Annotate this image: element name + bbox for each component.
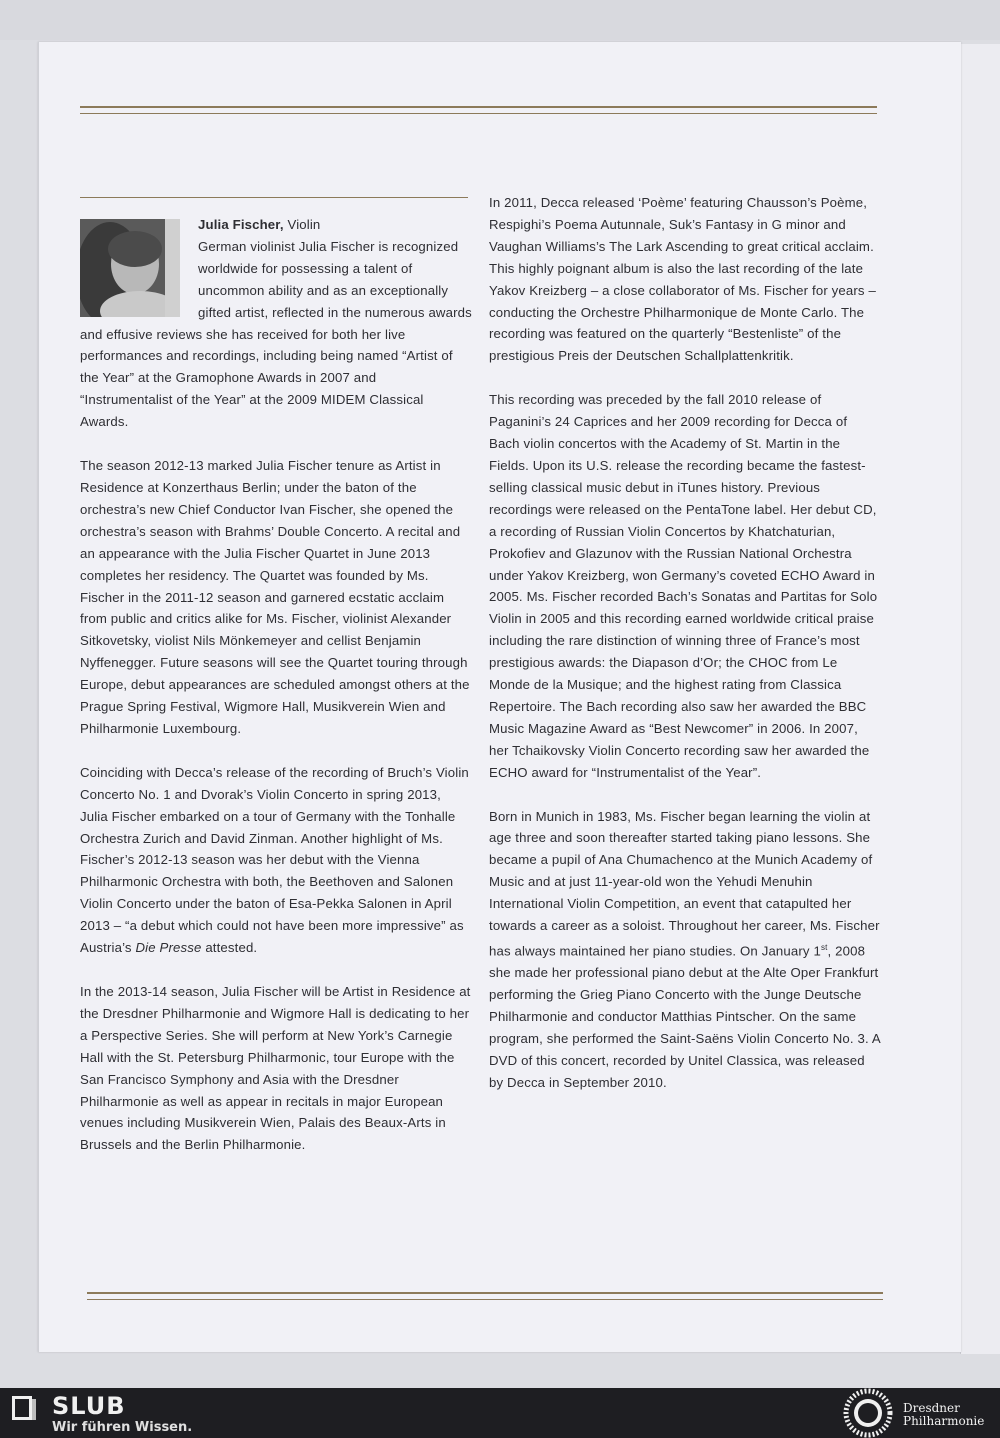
slub-book-icon [10, 1394, 40, 1422]
orchestra-name-line1: Dresdner [903, 1401, 960, 1415]
bio-paragraph-7-end: , 2008 she made her professional piano debut at the Alte Oper Frankfurt performing the Grieg Piano Concerto with the Junge Deutsche Philharmonie and conductor Matthias Pintscher. On the same program, she performed the Saint-Saëns Violin Concerto No. 3. A DVD of this concert, recorded by Unitel Classica, was released by Decca in September 2010. [489, 943, 881, 1090]
bio-paragraph-7 [489, 806, 881, 1094]
bio-paragraph-2: The season 2012-13 marked Julia Fischer tenure as Artist in Residence at Konzerthaus Berlin; under the baton of the orchestra’s new Chief Conductor Ivan Fischer, she opened the orchestra’s season with Brahms’ Double Concerto. A recital and an appearance with the Julia Fischer Quartet in June 2013 completes her residency. The Quartet was founded by Ms. Fischer in the 2011-12 season and garnered ecstatic acclaim from public and critics alike for Ms. Fischer, violinist Alexander Sitkovetsky, violist Nils Mönkemeyer and cellist Benjamin Nyffenegger. Future seasons will see the Quartet touring through Europe, debut appearances are scheduled amongst others at the Prague Spring Festival, Wigmore Hall, Musikverein Wien and Philharmonie Luxembourg. [80, 458, 470, 736]
slub-logo-text: SLUB [52, 1392, 126, 1420]
newspaper-title: Die Presse [135, 940, 202, 956]
bio-paragraph-6: This recording was preceded by the fall 2010 release of Paganini’s 24 Caprices and her 2009 recording for Decca of Bach violin concertos with the Academy of St. Martin in the Fields. Upon its U.S. release the recording became the fastest-selling classical music debut in iTunes history. Previous recordings were released on the PentaTone label. Her debut CD, a recording of Russian Violin Concertos by Khatchaturian, Prokofiev and Glazunov with the Russian National Orchestra under Yakov Kreizberg, won Germany’s coveted ECHO Award in 2005. Ms. Fischer recorded Bach’s Sonatas and Partitas for Solo Violin in 2005 and this recording earned worldwide critical praise including the rare distinction of winning three of France’s most prestigious awards: the Diapason d’Or; the CHOC from Le Monde de la Musique; and the highest rating from Classica Repertoire. The Bach recording also saw her awarded the BBC Music Magazine Award as “Best Newcomer” in 2006. In 2007, her Tchaikovsky Violin Concerto recording saw her awarded the ECHO award for “Instrumentalist of the Year”. [489, 392, 878, 780]
bio-paragraph-3 [80, 762, 472, 959]
orchestra-name-line2: Philharmonie [903, 1414, 985, 1428]
left-column [80, 214, 472, 1178]
header-double-rule [80, 106, 877, 114]
artist-role: Violin [283, 217, 321, 232]
slub-slogan: Wir führen Wissen. [52, 1420, 193, 1435]
dresdner-philharmonie-seal-icon [842, 1388, 894, 1438]
scan-background [0, 0, 1000, 40]
portrait-photo [80, 219, 180, 317]
bio-paragraph-3-end: attested. [201, 940, 258, 956]
bio-intro-text: German violinist Julia Fischer is recognized worldwide for possessing a talent of uncommon ability and as an exceptionally gifted artist, reflected in the numerous awards and effusive reviews she has received for both her live performances and recordings, including being named “Artist of the Year” at the Gramophone Awards in 2007 and “Instrumentalist of the Year” at the 2009 MIDEM Classical Awards. [80, 238, 472, 430]
footer-bar [0, 1388, 1000, 1438]
bio-rule [80, 197, 468, 198]
next-page-edge [960, 44, 1000, 1354]
portrait-image [80, 219, 180, 317]
bio-paragraph-4: In the 2013-14 season, Julia Fischer will be Artist in Residence at the Dresdner Philharmonie and Wigmore Hall is dedicating to her a Perspective Series. She will perform at New York’s Carnegie Hall with the St. Petersburg Philharmonic, tour Europe with the San Francisco Symphony and Asia with the Dresdner Philharmonie as well as appear in recitals in major European venues including Musikverein Wien, Palais des Beaux-Arts in Brussels and the Berlin Philharmonie. [80, 984, 471, 1153]
footer-double-rule [87, 1292, 883, 1300]
ordinal-suffix: st [820, 943, 828, 952]
bio-paragraph-5: In 2011, Decca released ‘Poème’ featuring Chausson’s Poème, Respighi’s Poema Autunnale, Suk’s Fantasy in G minor and Vaughan Williams’s The Lark Ascending to great critical acclaim. This highly poignant album is also the last recording of the late Yakov Kreizberg – a close collaborator of Ms. Fischer for years – conducting the Orchestre Philharmonique de Monte Carlo. The recording was featured on the quarterly “Bestenliste” of the prestigious Preis der Deutschen Schallplattenkritik. [489, 195, 876, 364]
bio-paragraph-7-text: Born in Munich in 1983, Ms. Fischer began learning the violin at age three and soon thereafter started taking piano lessons. She became a pupil of Ana Chumachenco at the Munich Academy of Music and at just 11-year-old won the Yehudi Menuhin International Violin Competition, an event that catapulted her towards a career as a soloist. Throughout her career, Ms. Fischer has always maintained her piano studies. On January 1 [489, 808, 880, 959]
bio-paragraph-3-text: Coinciding with Decca’s release of the recording of Bruch’s Violin Concerto No. 1 and Dvorak’s Violin Concerto in spring 2013, Julia Fischer embarked on a tour of Germany with the Tonhalle Orchestra Zurich and David Zinman. Another highlight of Ms. Fischer’s 2012-13 season was her debut with the Vienna Philharmonic Orchestra with both, the Beethoven and Salonen Violin Concerto under the baton of Esa-Pekka Salonen in April 2013 – “a debut which could not have been more impressive” as Austria’s [80, 764, 469, 956]
right-column [489, 192, 881, 1116]
orchestra-logo-text [903, 1402, 984, 1428]
artist-name: Julia Fischer, [198, 217, 284, 232]
